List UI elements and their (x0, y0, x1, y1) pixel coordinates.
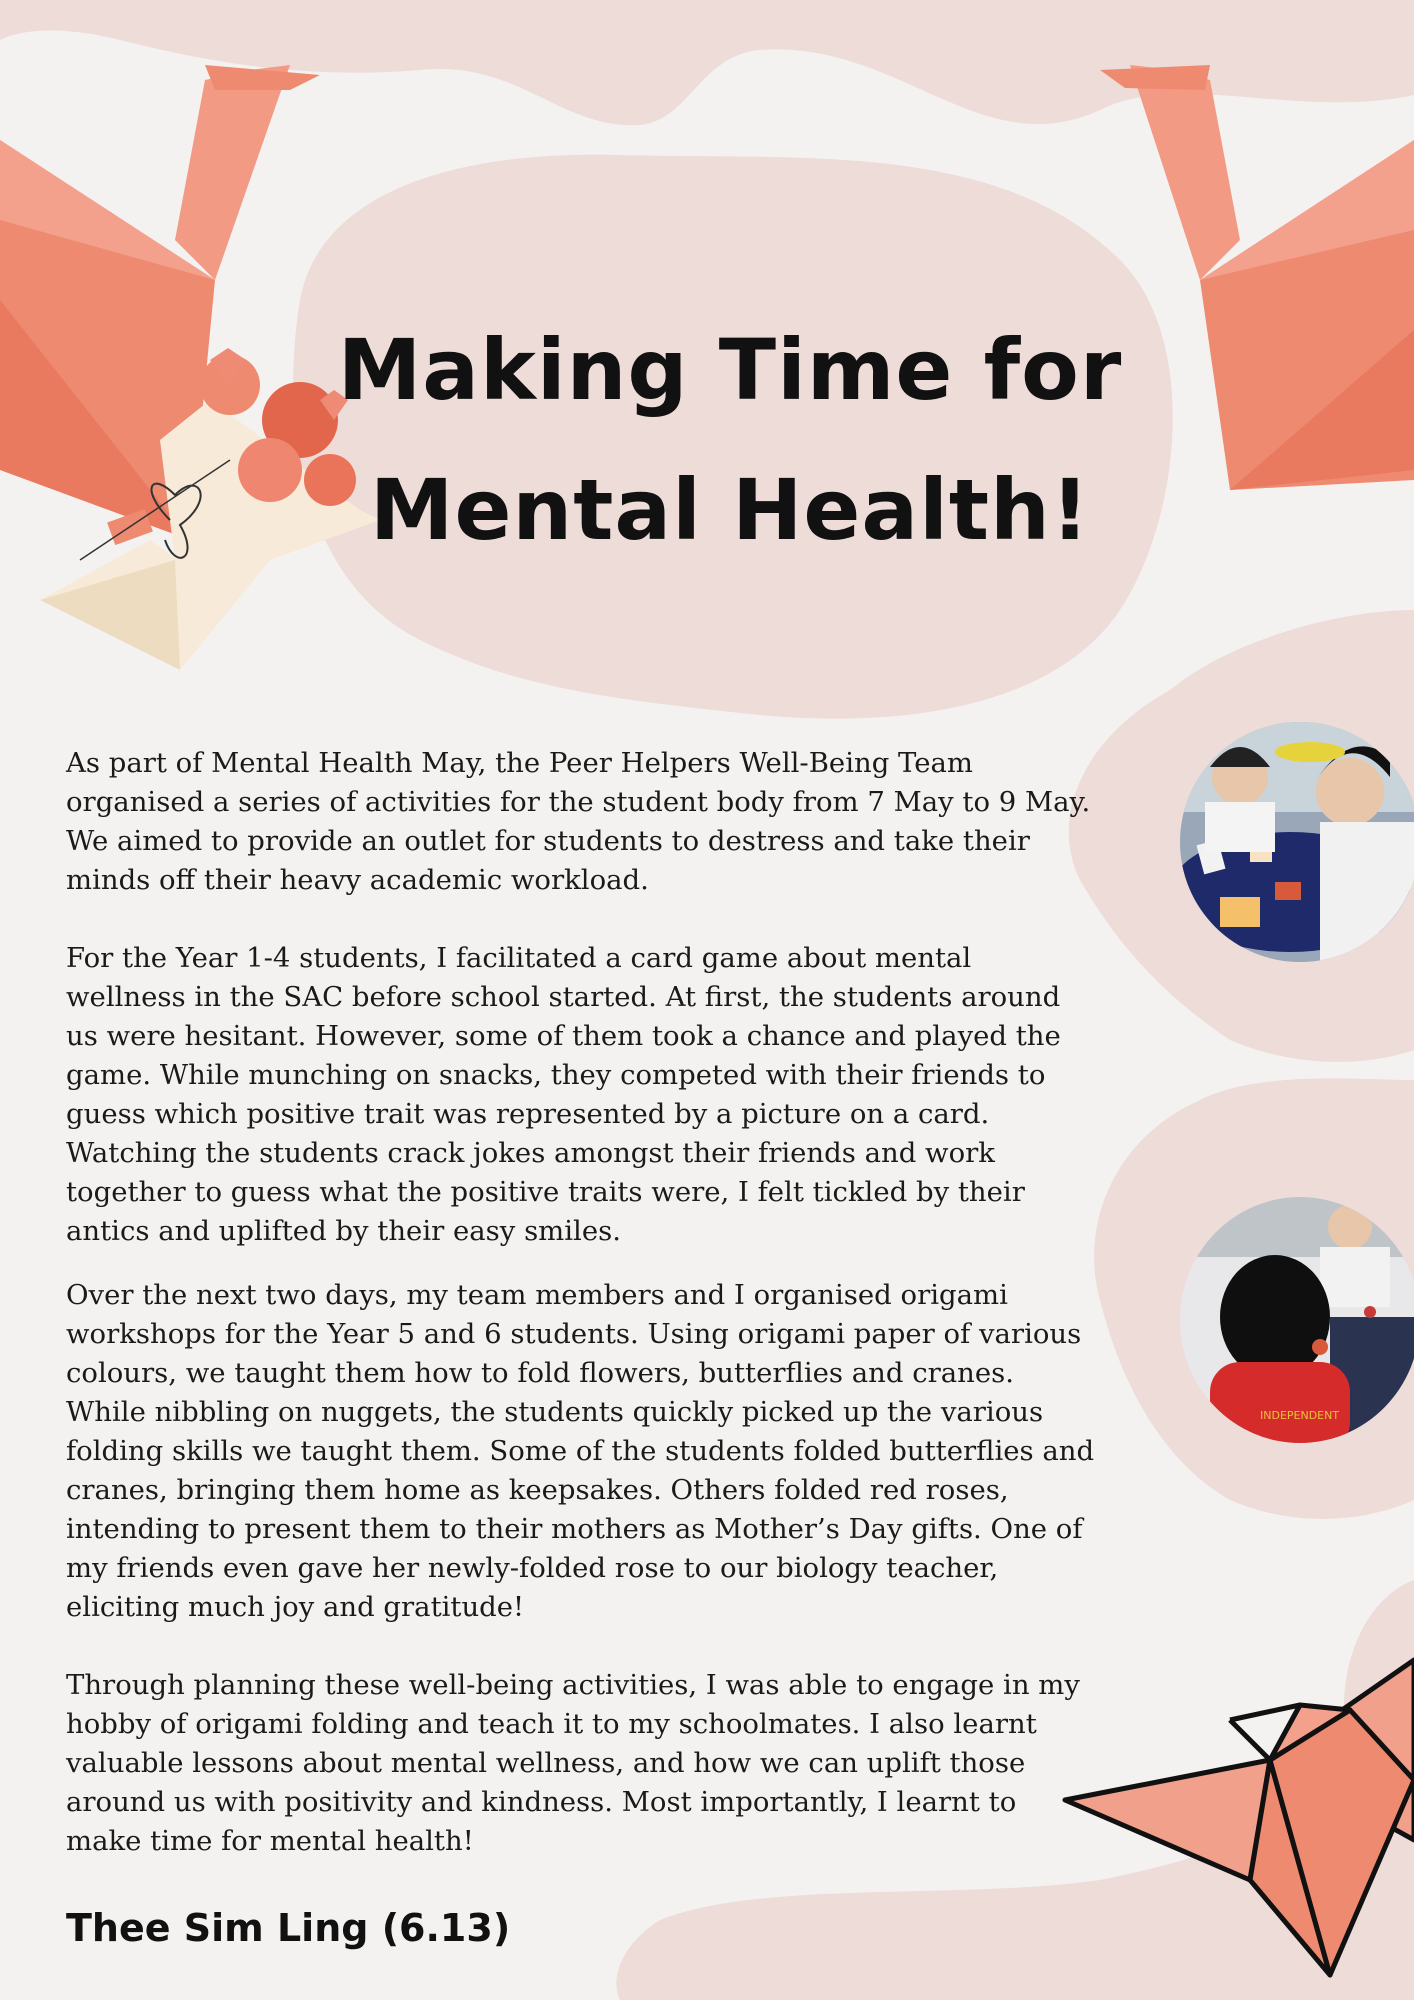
shirt-text: INDEPENDENT (1260, 1409, 1340, 1422)
paragraph-1: As part of Mental Health May, the Peer Helpers Well-Being Team organised a series of activities for the student body from 7 May to 9 May. We aimed to provide an outlet for students to destress and take their minds off their heavy academic workload. (66, 747, 1091, 896)
author-name: Thee Sim Ling (6.13) (66, 1906, 511, 1950)
activity-photo-origami-workshop (1180, 1197, 1414, 1443)
article-body (66, 744, 1096, 1861)
title-line-2: Mental Health! (369, 461, 1091, 559)
title-line-1: Making Time for (337, 321, 1123, 419)
paragraph-2: For the Year 1-4 students, I facilitated a card game about mental wellness in the SAC before school started. At first, the students around us were hesitant. However, some of them took a chance and played the game. While munching on snacks, they competed with their friends to guess which positive trait was represented by a picture on a card. Watching the students crack jokes amongst their friends and work together to guess what the positive traits were, I felt tickled by their antics and uplifted by their easy smiles. (66, 942, 1061, 1247)
activity-photo-card-game (1180, 722, 1414, 962)
paragraph-3: Over the next two days, my team members and I organised origami workshops for the Year 5 and 6 students. Using origami paper of various colours, we taught them how to fold flowers, butterflies and cranes. While nibbling on nuggets, the students quickly picked up the various folding skills we taught them. Some of the students folded butterflies and cranes, bringing them home as keepsakes. Others folded red roses, intending to present them to their mothers as Mother’s Day gifts. One of my friends even gave her newly-folded rose to our biology teacher, eliciting much joy and gratitude! (66, 1279, 1095, 1623)
page-title (330, 300, 1130, 580)
paragraph-4: Through planning these well-being activities, I was able to engage in my hobby of origami folding and teach it to my schoolmates. I also learnt valuable lessons about mental wellness, and how we can uplift those around us with positivity and kindness. Most importantly, I learnt to make time for mental health! (66, 1669, 1080, 1857)
